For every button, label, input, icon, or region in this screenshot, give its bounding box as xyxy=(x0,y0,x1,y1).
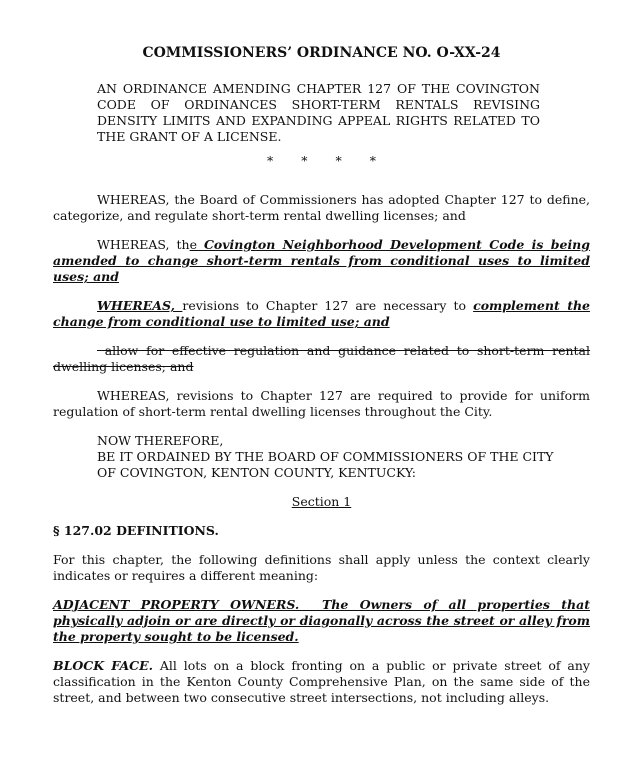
definitions-heading xyxy=(53,523,590,539)
text-run: allow for effective regulation and guidance related to short-term rental dwelling licenses; and xyxy=(53,343,590,374)
asterisk-glyph: * xyxy=(369,153,376,168)
whereas-adopted-clause xyxy=(53,192,590,224)
text-run: WHEREAS, revisions to Chapter 127 are required to provide for uniform regulation of short-term rental dwelling licenses throughout the City. xyxy=(53,388,590,419)
ordinance-title: COMMISSIONERS’ ORDINANCE NO. O-XX-24 xyxy=(142,45,501,61)
asterisk-glyph: * xyxy=(301,153,308,168)
asterisk-separator xyxy=(53,153,590,169)
text-run: § 127.02 DEFINITIONS. xyxy=(53,523,219,538)
text-run: Covington Neighborhood Development Code is being amended to change short-term rentals from conditional uses to limited uses; and xyxy=(53,237,591,284)
text-run: WHEREAS, xyxy=(97,298,183,313)
text-run: e xyxy=(189,237,204,252)
text-run: WHEREAS, the Board of Commissioners has adopted Chapter 127 to define, categorize, and regulate short-term rental dwelling licenses; and xyxy=(53,192,590,223)
asterisk-glyph: * xyxy=(267,153,274,168)
block-face-definition xyxy=(53,658,590,706)
text-run: revisions to Chapter 127 are necessary to xyxy=(182,298,474,313)
text-run: ADJACENT PROPERTY OWNERS. The Owners of all properties that physically adjoin or are directly or diagonally across the street or alley from the property sought to be licensed. xyxy=(53,597,590,644)
text-run: WHEREAS, th xyxy=(97,237,190,252)
deleted-allow-clause xyxy=(53,343,590,375)
whereas-neighborhood-code-clause xyxy=(53,237,590,285)
enacting-clause-line: OF COVINGTON, KENTON COUNTY, KENTUCKY: xyxy=(97,465,416,480)
text-run: BLOCK FACE. xyxy=(53,658,153,673)
definitions-intro xyxy=(53,552,590,584)
enacting-clause xyxy=(97,433,590,481)
asterisk-glyph: * xyxy=(335,153,342,168)
text-run: For this chapter, the following definitions shall apply unless the context clearly indicates or requires a different meaning: xyxy=(53,552,590,583)
enacting-clause-line: BE IT ORDAINED BY THE BOARD OF COMMISSIONERS OF THE CITY xyxy=(97,449,554,464)
whereas-complement-clause xyxy=(53,298,590,330)
adjacent-property-owners-definition xyxy=(53,597,590,645)
ordinance-preamble: AN ORDINANCE AMENDING CHAPTER 127 OF THE COVINGTON CODE OF ORDINANCES SHORT-TERM RENTALS REVISING DENSITY LIMITS AND EXPANDING APPEAL RIGHTS RELATED TO THE GRANT OF A LICENSE. xyxy=(97,81,540,144)
text-run: Section 1 xyxy=(291,494,352,509)
document-body xyxy=(53,192,590,706)
text-run: complement the change from conditional use to limited use; and xyxy=(53,298,591,329)
section-1-heading xyxy=(53,494,590,510)
text-run: All lots on a block fronting on a public or private street of any classification in the Kenton County Comprehensive Plan, on the same side of the street, and between two consecutive street intersections, not including alleys. xyxy=(53,658,590,705)
whereas-uniform-clause xyxy=(53,388,590,420)
enacting-clause-line: NOW THEREFORE, xyxy=(97,433,224,448)
